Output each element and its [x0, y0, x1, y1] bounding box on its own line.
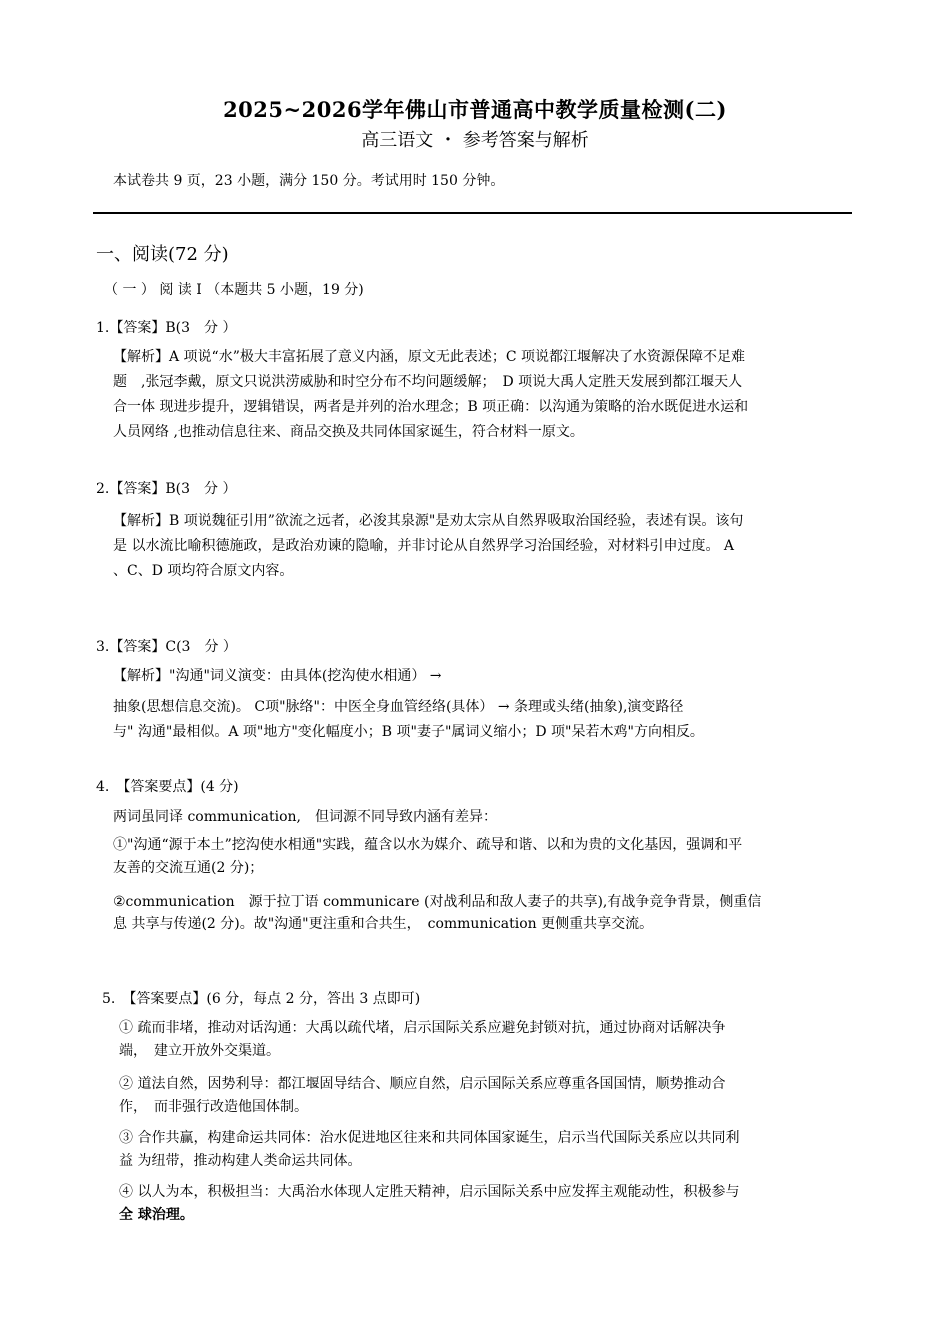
q5-point-3 [119, 1127, 739, 1173]
q1-line: 合一体 现进步提升，逻辑错误，两者是并列的治水理念；B 项正确：以沟通为策略的治水既促进水运和 [113, 399, 749, 415]
subsection-title: （ 一 ） 阅 读 I （本题共 5 小题，19 分) [104, 282, 364, 298]
q4-intro: 两词虽同译 communication, 但词源不同导致内涵有差异： [113, 809, 497, 825]
q5-point-2 [119, 1073, 725, 1119]
q2-line: 是 以水流比喻积德施政，是政治劝谏的隐喻，并非讨论从自然界学习治国经验，对材料引申过度。 A [113, 538, 735, 554]
q3-line: 与" 沟通"最相似。A 项"地方"变化幅度小；B 项"妻子"属词义缩小；D 项"呆若木鸡"方向相反。 [113, 724, 704, 740]
q1-line: 【解析】A 项说“水”极大丰富拓展了意义内涵，原文无此表述；C 项说都江堰解决了水资源保障不足难 [113, 349, 746, 365]
q5-point-1 [119, 1017, 725, 1063]
q3-line: 【解析】"沟通"词义演变：由具体(挖沟使水相通） → [113, 668, 442, 684]
q4-point-2-line: ②communication 源于拉丁语 communicare (对战利品和敌人妻子的共享),有战争竞争背景，侧重信 [113, 894, 762, 910]
header-divider [93, 212, 852, 214]
section-title: 一、阅读(72 分) [96, 244, 229, 265]
q4-point-2 [113, 891, 761, 935]
exam-info: 本试卷共 9 页，23 小题，满分 150 分。考试用时 150 分钟。 [113, 173, 505, 189]
q2-line: 、C、D 项均符合原文内容。 [113, 563, 294, 579]
q4-point-1 [113, 834, 742, 880]
q2-explanation [113, 509, 743, 584]
q4-point-2-line: 息 共享与传递(2 分)。故"沟通"更注重和合共生， communication 更侧重共享交流。 [113, 916, 654, 932]
q4-point-1-line: 友善的交流互通(2 分)； [113, 860, 264, 876]
q1-explanation [113, 345, 748, 445]
q1-answer: 1.【答案】B(3 分 ） [96, 320, 237, 336]
q3-answer: 3.【答案】C(3 分 ） [96, 639, 237, 655]
q3-explanation [113, 664, 704, 745]
q5-point-line: ③ 合作共赢，构建命运共同体：治水促进地区往来和共同体国家诞生，启示当代国际关系应以共同利 [119, 1130, 740, 1146]
q2-line: 【解析】B 项说魏征引用”欲流之远者，必浚其泉源"是劝太宗从自然界吸取治国经验，表述有误。该句 [113, 513, 744, 529]
q4-point-1-line: ①"沟通“源于本土”挖沟使水相通"实践，蕴含以水为媒介、疏导和谐、以和为贵的文化基因，强调和平 [113, 837, 743, 853]
document-title: 2025~2026学年佛山市普通高中教学质量检测(二) [223, 97, 727, 122]
q5-point-line: 作， 而非强行改造他国体制。 [119, 1099, 308, 1115]
q5-answer: 5. 【答案要点】(6 分，每点 2 分，答出 3 点即可) [102, 991, 421, 1007]
document-subtitle: 高三语文 ・ 参考答案与解析 [361, 130, 589, 151]
q5-point-line: ① 疏而非堵，推动对话沟通：大禹以疏代堵，启示国际关系应避免封锁对抗，通过协商对话解决争 [119, 1020, 726, 1036]
q2-answer: 2.【答案】B(3 分 ） [96, 481, 237, 497]
q5-point-line: 全 球治理。 [119, 1207, 194, 1223]
q4-answer: 4. 【答案要点】(4 分) [96, 779, 239, 795]
q5-point-line: ④ 以人为本，积极担当：大禹治水体现人定胜天精神，启示国际关系中应发挥主观能动性，积极参与 [119, 1184, 740, 1200]
q5-point-4 [119, 1181, 739, 1227]
q1-line: 题 ,张冠李戴，原文只说洪涝威胁和时空分布不均问题缓解； D 项说大禹人定胜天发展到都江堰天人 [113, 374, 743, 390]
q5-point-line: ② 道法自然，因势利导：都江堰固导结合、顺应自然，启示国际关系应尊重各国国情，顺势推动合 [119, 1076, 726, 1092]
q3-line: 抽象(思想信息交流)。 C项"脉络"：中医全身血管经络(具体） → 条理或头绪(抽象),演变路径 [113, 699, 684, 715]
q5-point-line: 益 为纽带，推动构建人类命运共同体。 [119, 1153, 362, 1169]
q5-point-line: 端， 建立开放外交渠道。 [119, 1043, 280, 1059]
q1-line: 人员网络 ,也推动信息往来、商品交换及共同体国家诞生，符合材料一原文。 [113, 424, 584, 440]
